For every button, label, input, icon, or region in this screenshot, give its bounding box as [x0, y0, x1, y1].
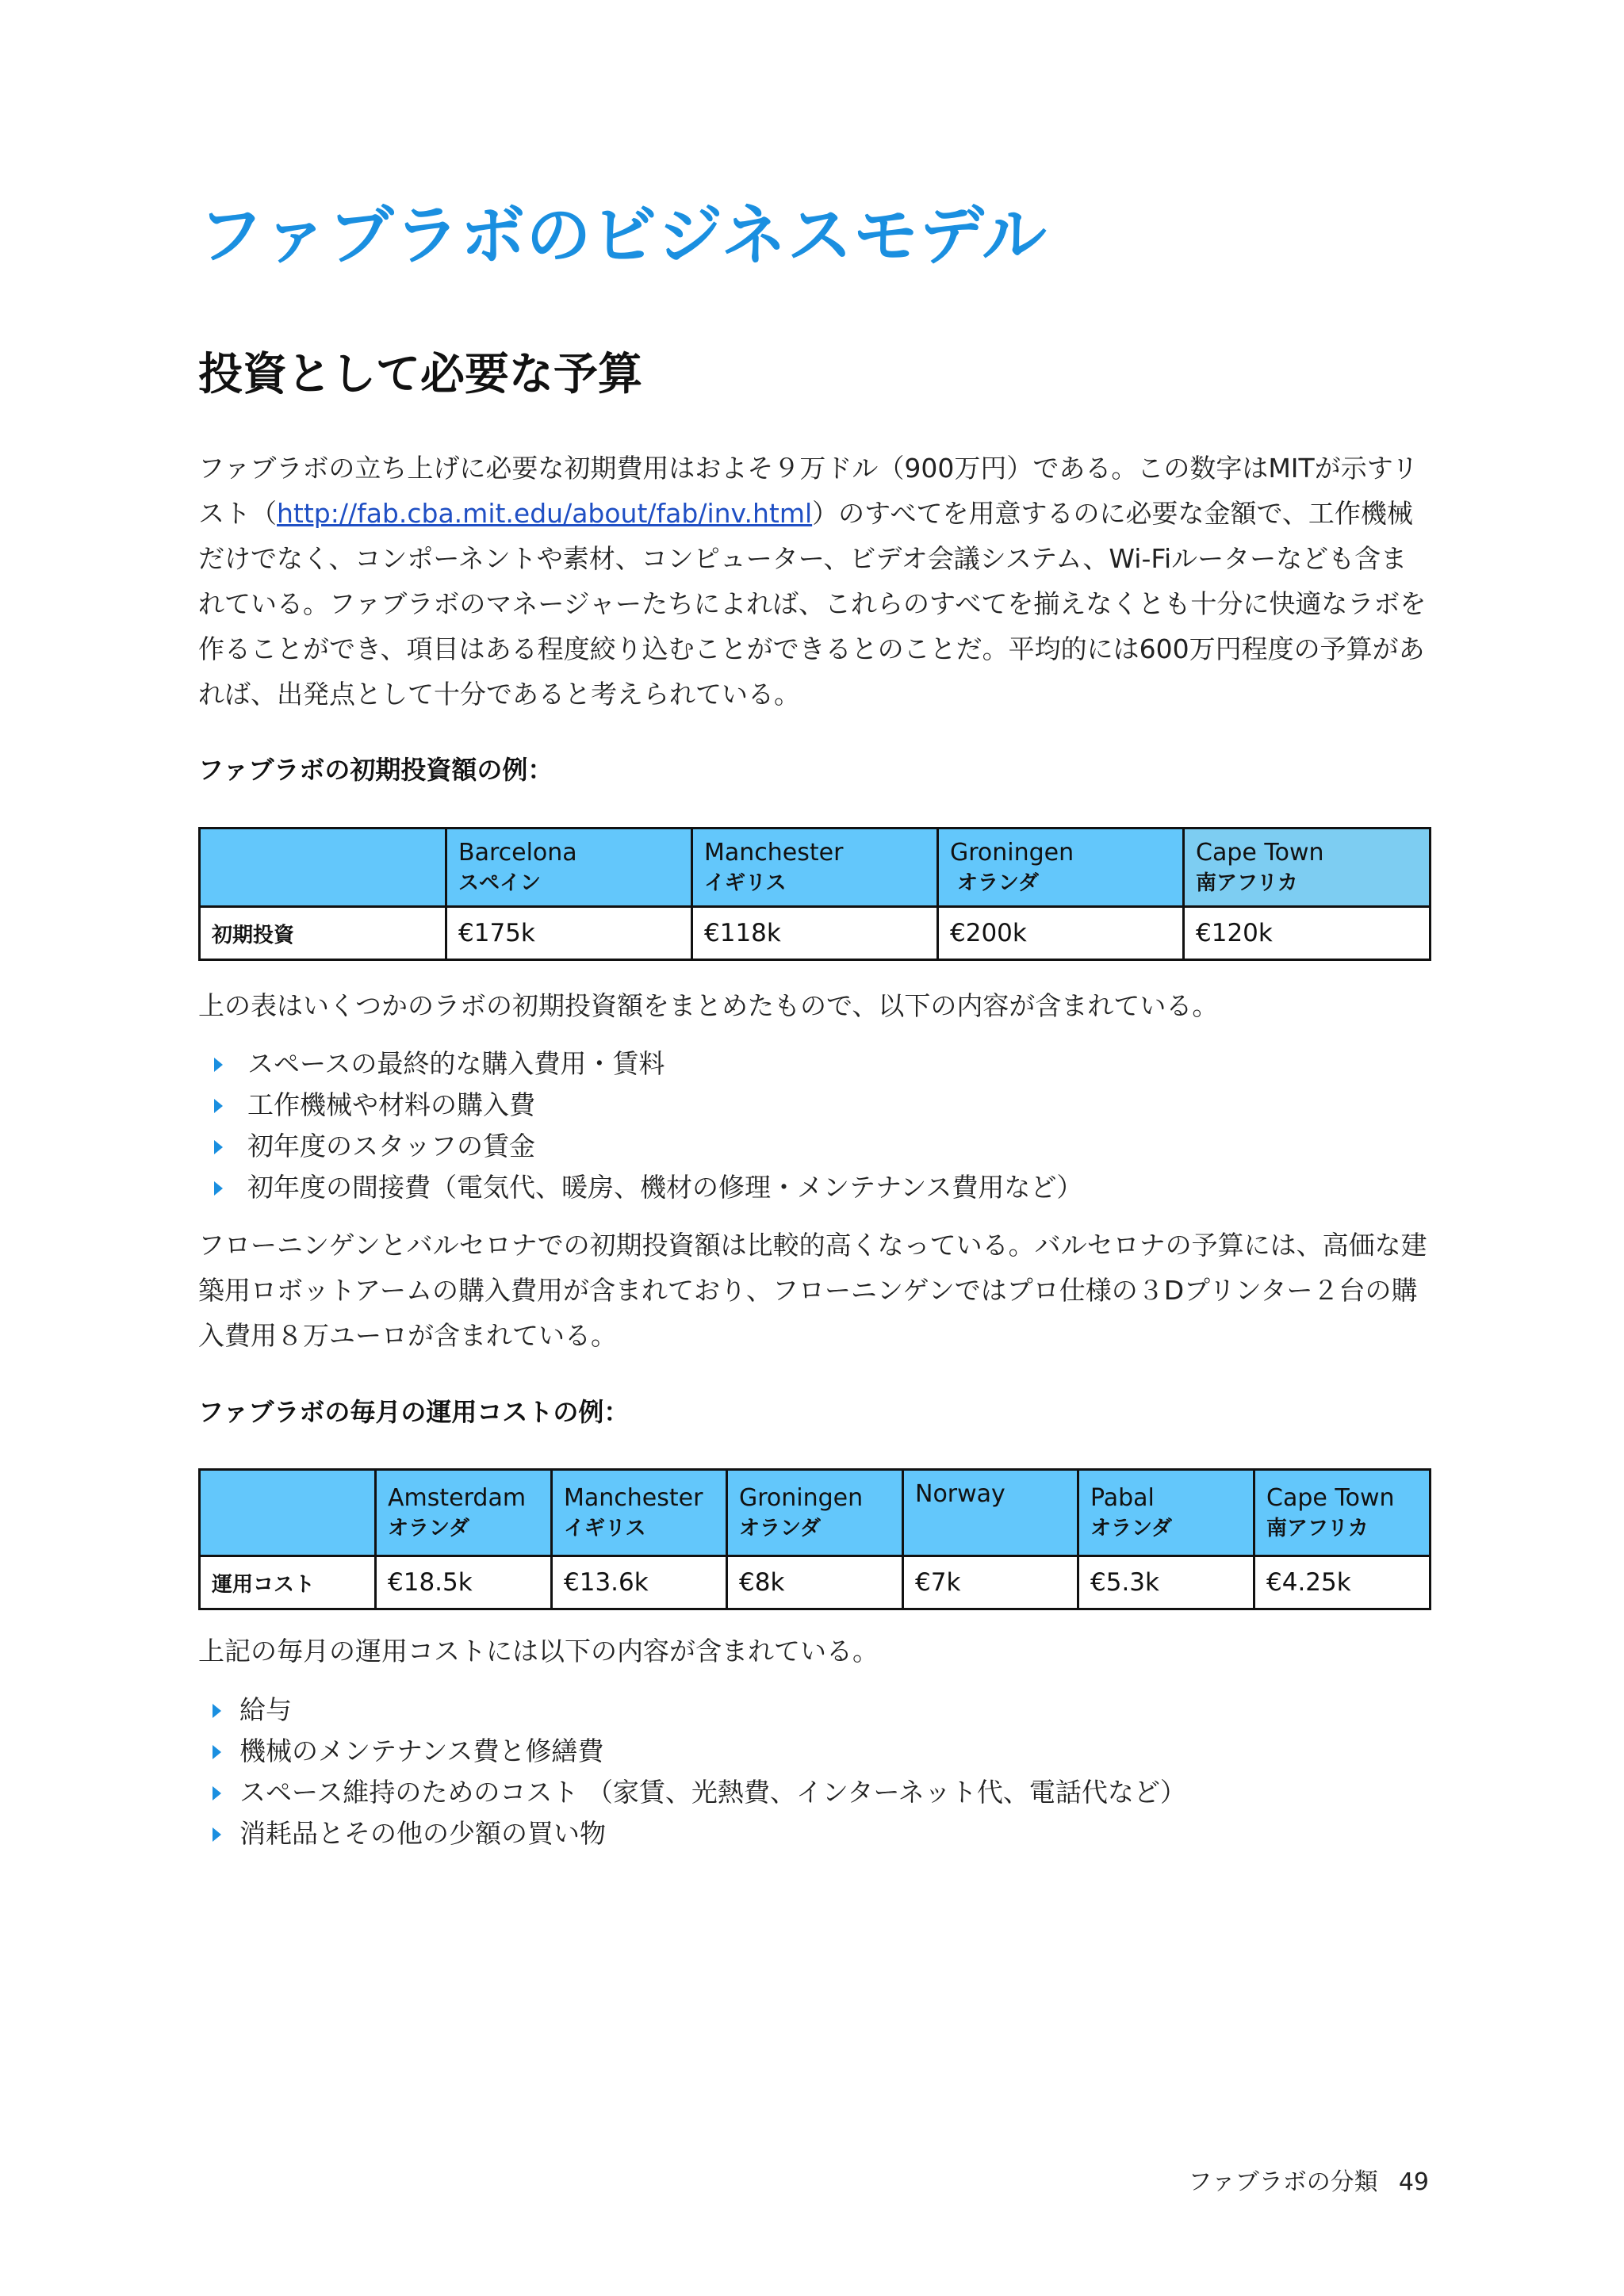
- lab-country: オランダ: [1090, 1517, 1172, 1540]
- table-cell-value: €7k: [903, 1556, 1078, 1609]
- list-item: [198, 1085, 1082, 1126]
- intro-text-after-link: ）のすべてを用意するのに必要な金額で、工作機械だけでなく、コンポーネントや素材、コンピューター、ビデオ会議システム、Wi-Fiルーターなども含まれている。ファブラボのマネージャーたちによれば、これらのすべてを揃えなくとも十分に快適なラボを作ることができ、項目はある程度絞り込むことができるとのことだ。平均的には600万円程度の予算があれば、出発点として十分であると考えられている。: [198, 498, 1427, 710]
- table-cell-value: €4.25k: [1254, 1556, 1431, 1609]
- monthly-cost-heading: ファブラボの毎月の運用コストの例：: [198, 1397, 630, 1427]
- investment-summary: 上の表はいくつかのラボの初期投資額をまとめたもので、以下の内容が含まれている。: [198, 990, 1219, 1021]
- inventory-link[interactable]: http://fab.cba.mit.edu/about/fab/inv.html: [277, 498, 813, 529]
- investment-items-list: [198, 1043, 1082, 1208]
- table-header-cell: [692, 828, 938, 907]
- lab-country: オランダ: [950, 871, 1040, 895]
- lab-city: Amsterdam: [388, 1484, 527, 1512]
- intro-text-before-link: ファブラボの立ち上げに必要な初期費用はおよそ９万ドル（900万円）である。この数字はMITが示すリスト（: [198, 453, 1419, 529]
- page-footer: [1188, 2162, 1429, 2197]
- bullet-triangle-icon: [213, 1786, 221, 1800]
- lab-city: Groningen: [739, 1484, 864, 1512]
- list-item-text: スペース維持のためのコスト （家賃、光熱費、インターネット代、電話代など）: [239, 1777, 1186, 1808]
- lab-city: Cape Town: [1196, 839, 1324, 867]
- row-label: 初期投資: [200, 907, 446, 960]
- lab-country: イギリス: [564, 1517, 646, 1540]
- lab-country: 南アフリカ: [1266, 1517, 1369, 1540]
- investment-note: フローニンゲンとバルセロナでの初期投資額は比較的高くなっている。バルセロナの予算には、高価な建築用ロボットアームの購入費用が含まれており、フローニンゲンではプロ仕様の３Dプリンター２台の購入費用８万ユーロが含まれている。: [198, 1230, 1427, 1351]
- list-item-text: 工作機械や材料の購入費: [247, 1089, 535, 1120]
- table-header-row: [200, 1470, 1431, 1556]
- list-item: [198, 1126, 1082, 1167]
- list-item: [198, 1167, 1082, 1208]
- list-item: [198, 1731, 1186, 1772]
- table-row: [200, 1556, 1431, 1609]
- table-cell-value: €120k: [1184, 907, 1431, 960]
- table-row: [200, 907, 1431, 960]
- table-cell-value: €118k: [692, 907, 938, 960]
- table-cell-value: €200k: [938, 907, 1184, 960]
- bullet-triangle-icon: [213, 1827, 221, 1842]
- table-header-cell: [376, 1470, 552, 1556]
- lab-city: Groningen: [950, 839, 1074, 867]
- list-item-text: 初年度の間接費（電気代、暖房、機材の修理・メンテナンス費用など）: [247, 1172, 1083, 1203]
- initial-investment-table: [198, 827, 1431, 961]
- table-header-cell: [1078, 1470, 1254, 1556]
- table-header-cell: [938, 828, 1184, 907]
- footer-section-title: ファブラボの分類: [1188, 2168, 1378, 2196]
- intro-paragraph: [198, 446, 1429, 717]
- bullet-triangle-icon: [214, 1058, 223, 1072]
- list-item-text: 消耗品とその他の少額の買い物: [239, 1818, 606, 1849]
- page-number: 49: [1398, 2168, 1429, 2196]
- bullet-triangle-icon: [214, 1099, 223, 1113]
- monthly-cost-table: [198, 1468, 1431, 1610]
- lab-city: Manchester: [704, 839, 844, 867]
- bullet-triangle-icon: [213, 1704, 221, 1718]
- bullet-triangle-icon: [214, 1181, 223, 1196]
- table-header-cell: [903, 1470, 1078, 1556]
- table-header-cell: [552, 1470, 727, 1556]
- row-label: 運用コスト: [200, 1556, 376, 1609]
- list-item-text: 給与: [239, 1694, 292, 1725]
- table-header-row: [200, 828, 1431, 907]
- list-item: [198, 1813, 1186, 1854]
- initial-investment-heading: ファブラボの初期投資額の例：: [198, 755, 553, 785]
- table-cell-value: €5.3k: [1078, 1556, 1254, 1609]
- table-cell-value: €8k: [727, 1556, 903, 1609]
- table-corner-cell: [200, 1470, 376, 1556]
- table-header-cell: [727, 1470, 903, 1556]
- lab-country: 南アフリカ: [1196, 871, 1298, 895]
- lab-city: Cape Town: [1266, 1484, 1395, 1512]
- table-header-cell: [1254, 1470, 1431, 1556]
- lab-country: スペイン: [458, 871, 542, 895]
- lab-country: オランダ: [388, 1517, 469, 1540]
- lab-city: Norway: [915, 1480, 1005, 1508]
- monthly-cost-summary: 上記の毎月の運用コストには以下の内容が含まれている。: [198, 1636, 879, 1667]
- table-corner-cell: [200, 828, 446, 907]
- list-item-text: 機械のメンテナンス費と修繕費: [239, 1735, 604, 1766]
- table-cell-value: €175k: [446, 907, 692, 960]
- list-item: [198, 1772, 1186, 1813]
- section-heading: 投資として必要な予算: [198, 349, 642, 400]
- list-item: [198, 1689, 1186, 1731]
- lab-city: Barcelona: [458, 839, 577, 867]
- bullet-triangle-icon: [214, 1140, 223, 1154]
- list-item-text: 初年度のスタッフの賃金: [247, 1131, 535, 1161]
- lab-country: イギリス: [704, 871, 787, 895]
- bullet-triangle-icon: [213, 1745, 221, 1759]
- lab-city: Manchester: [564, 1484, 703, 1512]
- table-cell-value: €18.5k: [376, 1556, 552, 1609]
- table-header-cell: [1184, 828, 1431, 907]
- list-item: [198, 1043, 1082, 1085]
- table-header-cell: [446, 828, 692, 907]
- monthly-cost-items-list: [198, 1689, 1186, 1854]
- table-cell-value: €13.6k: [552, 1556, 727, 1609]
- page-title: ファブラボのビジネスモデル: [198, 198, 1048, 274]
- list-item-text: スペースの最終的な購入費用・賃料: [247, 1048, 665, 1079]
- lab-country: オランダ: [739, 1517, 821, 1540]
- lab-city: Pabal: [1090, 1484, 1155, 1512]
